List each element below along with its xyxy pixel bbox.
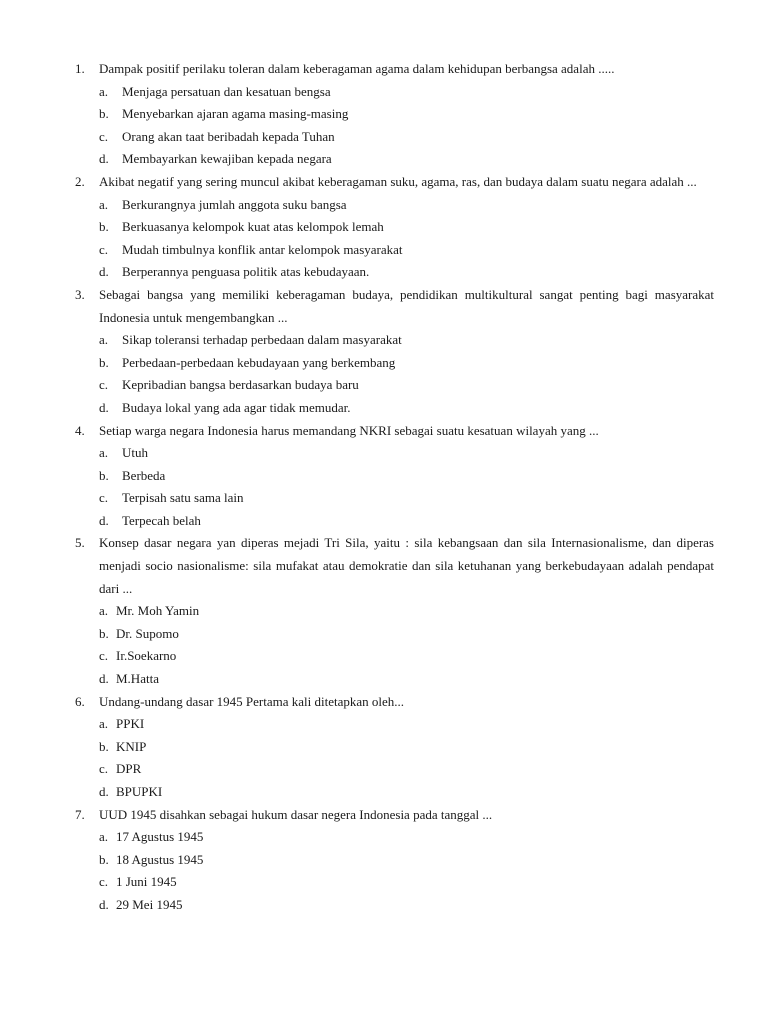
option-text: Mr. Moh Yamin [116,603,200,619]
option-text: KNIP [116,738,147,754]
option-text: Mudah timbulnya konflik antar kelompok masyarakat [122,241,403,257]
question-text: Sebagai bangsa yang memiliki keberagaman budaya, pendidikan multikultural sangat penting bagi masyarakat Indonesia untuk mengembangkan ... [99,286,714,325]
question-stem [0,804,768,827]
question-stem [0,171,768,194]
question-number: 6. [75,693,85,709]
option-letter: b. [99,625,109,641]
option-a [0,194,768,217]
question-3 [0,284,768,420]
option-b [0,623,768,646]
question-text: UUD 1945 disahkan sebagai hukum dasar negera Indonesia pada tanggal ... [99,806,493,822]
option-text: BPUPKI [116,784,163,799]
option-text: Budaya lokal yang ada agar tidak memudar. [122,399,351,415]
option-text: Sikap toleransi terhadap perbedaan dalam masyarakat [122,332,402,348]
option-letter: d. [99,784,109,799]
option-text: Menyebarkan ajaran agama masing-masing [122,106,349,122]
option-a [0,600,768,623]
question-text: Konsep dasar negara yan diperas mejadi Tri Sila, yaitu : sila kebangsaan dan sila Internasionalisme, dan diperas menjadi socio nasionalisme: sila mufakat atau demokratie dan sila ketuhanan yang berkebudayaan adalah pendapat dari ... [99,535,714,596]
option-letter: a. [99,603,109,619]
option-c [0,487,768,510]
question-4 [0,420,768,533]
option-d [0,781,768,804]
option-text: M.Hatta [116,671,159,687]
option-letter: a. [99,196,109,212]
option-letter: c. [99,761,109,777]
option-text: 29 Mei 1945 [116,896,183,912]
option-a [0,329,768,352]
question-number: 1. [75,61,85,76]
option-text: Membayarkan kewajiban kepada negara [122,151,332,167]
question-1 [0,58,768,171]
option-letter: d. [99,264,109,280]
option-text: Utuh [122,445,148,461]
option-c [0,126,768,149]
question-6 [0,691,768,804]
question-5 [0,532,768,690]
option-letter: a. [99,716,109,732]
option-text: Berbeda [122,467,166,483]
option-text: 17 Agustus 1945 [116,829,204,845]
option-text: 1 Juni 1945 [116,874,177,890]
option-b [0,216,768,239]
option-text: Terpecah belah [122,512,201,528]
option-letter: b. [99,467,109,483]
option-text: Menjaga persatuan dan kesatuan bengsa [122,83,331,99]
option-text: Terpisah satu sama lain [122,490,244,506]
option-letter: a. [99,829,109,845]
option-b [0,352,768,375]
option-letter: c. [99,874,109,890]
option-text: DPR [116,761,142,777]
option-text: Berperannya penguasa politik atas kebudayaan. [122,264,370,280]
option-d [0,894,768,917]
option-letter: c. [99,241,109,257]
option-c [0,239,768,262]
question-text: Akibat negatif yang sering muncul akibat keberagaman suku, agama, ras, dan budaya dalam suatu negara adalah ... [99,173,697,189]
option-letter: d. [99,671,109,687]
option-a [0,81,768,104]
question-number: 3. [75,286,85,302]
option-text: Perbedaan-perbedaan kebudayaan yang berkembang [122,354,396,370]
option-letter: c. [99,128,109,144]
question-number: 4. [75,422,85,438]
option-text: Kepribadian bangsa berdasarkan budaya baru [122,377,359,393]
option-b [0,849,768,872]
question-7 [0,804,768,917]
option-d [0,510,768,533]
option-d [0,397,768,420]
option-c [0,758,768,781]
option-c [0,374,768,397]
option-b [0,736,768,759]
question-stem [0,691,768,714]
option-a [0,713,768,736]
question-number: 7. [75,806,85,822]
option-text: 18 Agustus 1945 [116,851,204,867]
question-text: Setiap warga negara Indonesia harus memandang NKRI sebagai suatu kesatuan wilayah yang ... [99,422,599,438]
option-text: Berkurangnya jumlah anggota suku bangsa [122,196,347,212]
option-a [0,826,768,849]
option-letter: b. [99,851,109,867]
option-d [0,261,768,284]
option-letter: b. [99,219,109,235]
question-stem [0,284,768,329]
option-b [0,465,768,488]
option-letter: c. [99,490,109,506]
option-d [0,148,768,171]
option-d [0,668,768,691]
question-stem [0,532,768,600]
question-stem [0,58,768,81]
option-letter: d. [99,512,109,528]
option-c [0,871,768,894]
question-2 [0,171,768,284]
option-text: Dr. Supomo [116,625,179,641]
option-letter: a. [99,445,109,461]
option-text: Ir.Soekarno [116,648,177,664]
option-letter: d. [99,399,109,415]
question-text: Dampak positif perilaku toleran dalam keberagaman agama dalam kehidupan berbangsa adalah ..... [99,61,615,76]
option-letter: b. [99,106,109,122]
question-text: Undang-undang dasar 1945 Pertama kali ditetapkan oleh... [99,693,405,709]
option-a [0,442,768,465]
option-c [0,645,768,668]
option-text: Berkuasanya kelompok kuat atas kelompok lemah [122,219,384,235]
question-number: 5. [75,535,85,551]
option-letter: c. [99,648,109,664]
option-text: PPKI [116,716,145,732]
option-letter: c. [99,377,109,393]
option-text: Orang akan taat beribadah kepada Tuhan [122,128,335,144]
option-b [0,103,768,126]
question-number: 2. [75,173,85,189]
question-list [0,58,768,917]
option-letter: a. [99,332,109,348]
option-letter: b. [99,738,109,754]
option-letter: d. [99,896,109,912]
option-letter: b. [99,354,109,370]
question-stem [0,420,768,443]
option-letter: d. [99,151,109,167]
option-letter: a. [99,83,109,99]
